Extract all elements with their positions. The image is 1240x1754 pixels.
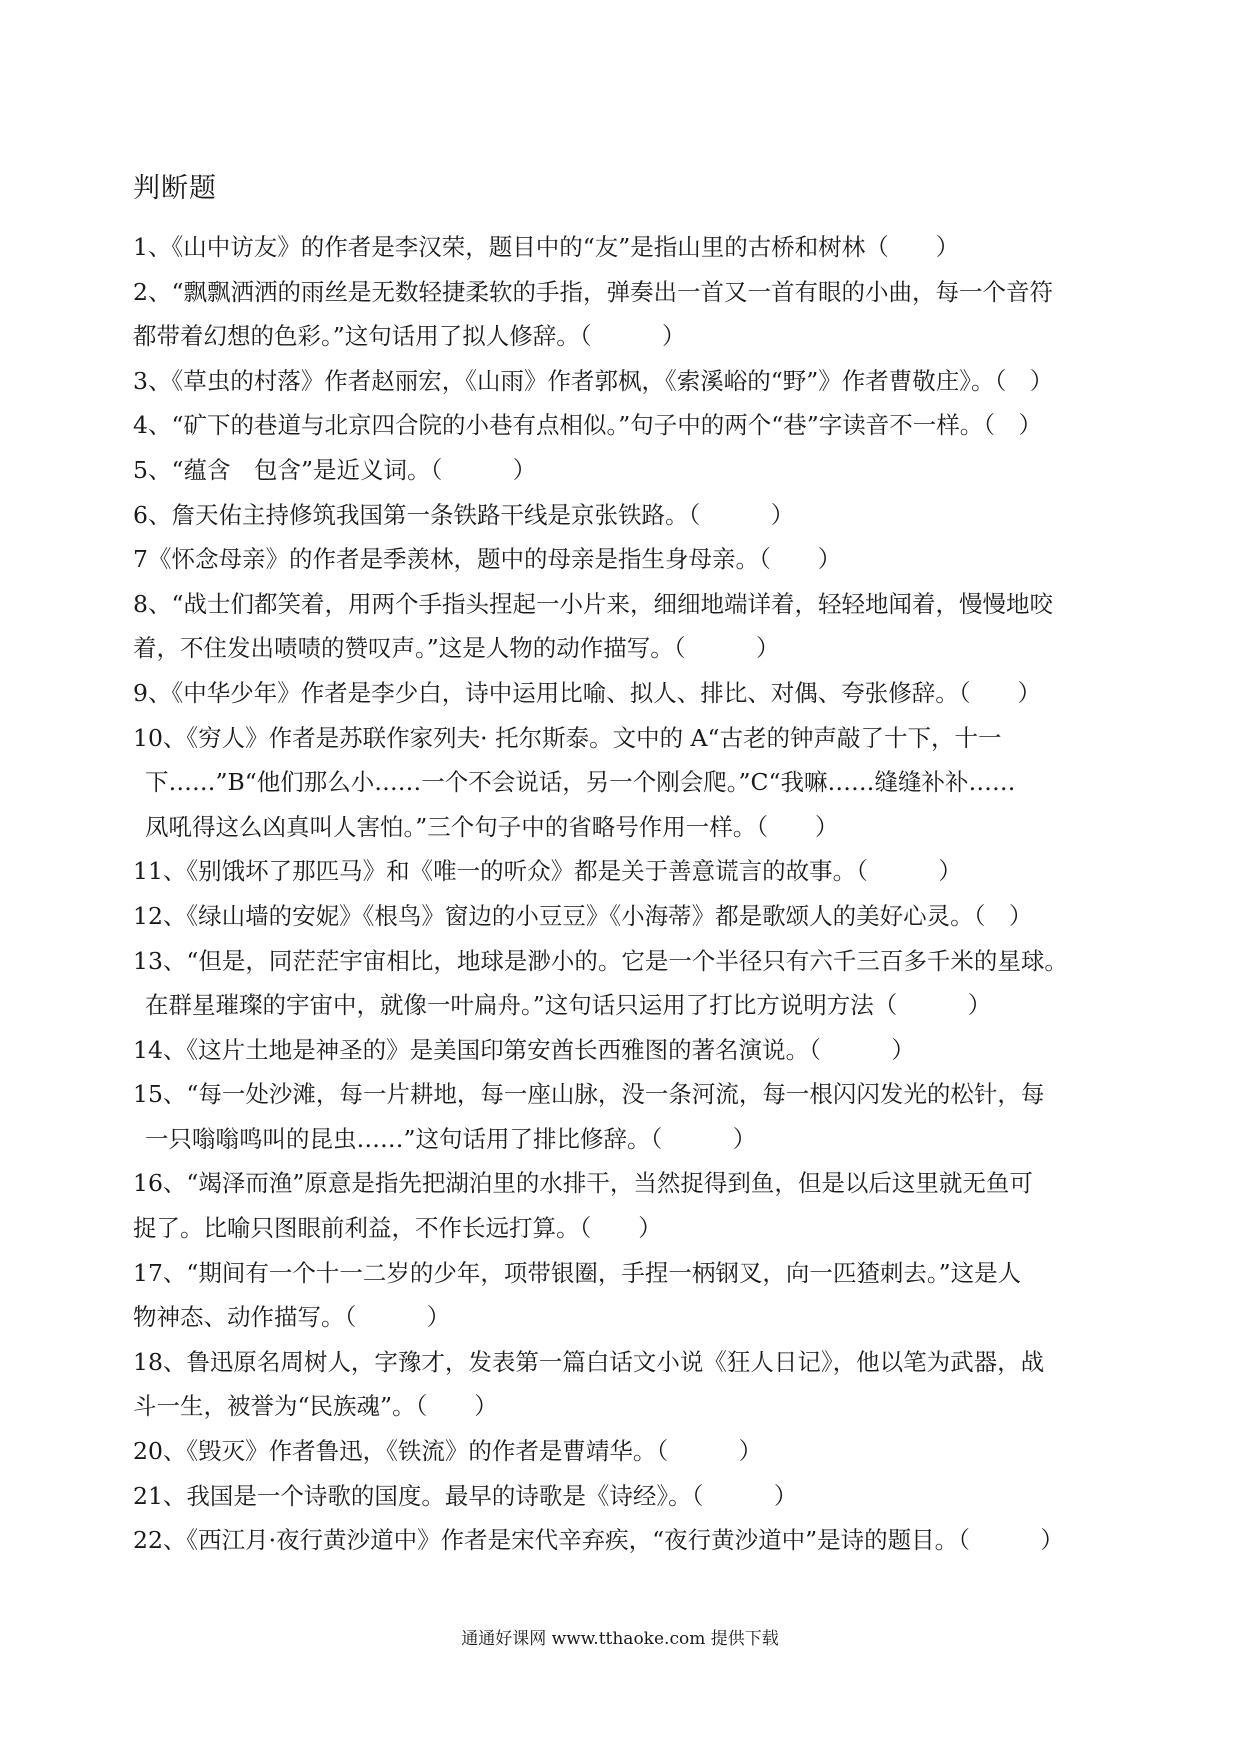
- question-item: [133, 716, 1123, 850]
- question-item: [133, 225, 1123, 270]
- question-text-continuation: 斗一生，被誉为“民族魂”。（ ）: [133, 1392, 498, 1421]
- question-text-continuation: 凤吼得这么凶真叫人害怕。”三个句子中的省略号作用一样。（ ）: [145, 812, 839, 841]
- page-footer: 通通好课网 www.tthaoke.com 提供下载: [461, 1629, 779, 1649]
- question-text: 8、“战士们都笑着，用两个手指头捏起一小片来，细细地端详着，轻轻地闻着，慢慢地咬: [133, 589, 1053, 618]
- question-text: 7《怀念母亲》的作者是季羡林，题中的母亲是指生身母亲。（ ）: [133, 545, 842, 574]
- question-item: [133, 1028, 1123, 1073]
- question-text: 1、《山中访友》的作者是李汉荣，题目中的“友”是指山里的古桥和树林（ ）: [133, 233, 960, 261]
- question-item: [133, 1251, 1123, 1340]
- question-text-continuation: 下……”B“他们那么小……一个不会说话，另一个刚会爬。”C“我嘛……缝缝补补……: [145, 768, 1016, 797]
- question-text: 14、《这片土地是神圣的》是美国印第安酋长西雅图的著名演说。（ ）: [133, 1035, 915, 1064]
- question-text-continuation: 物神态、动作描写。（ ）: [133, 1303, 451, 1332]
- question-text: 2、“飘飘洒洒的雨丝是无数轻捷柔软的手指，弹奏出一首又一首有眼的小曲，每一个音符: [133, 277, 1053, 306]
- question-item: [133, 1474, 1123, 1519]
- question-item: [133, 671, 1123, 716]
- question-text-continuation: 捉了。比喻只图眼前利益，不作长远打算。（ ）: [133, 1214, 662, 1243]
- question-text-continuation: 一只嗡嗡鸣叫的昆虫……”这句话用了排比修辞。（ ）: [145, 1124, 757, 1153]
- question-text: 10、《穷人》作者是苏联作家列夫· 托尔斯泰。文中的 A“古老的钟声敲了十下，十一: [133, 723, 1002, 752]
- question-item: [133, 448, 1123, 493]
- question-text: 20、《毁灭》作者鲁迅，《铁流》的作者是曹靖华。（ ）: [133, 1437, 763, 1466]
- page-title: 判断题: [133, 173, 217, 204]
- question-item: [133, 403, 1123, 448]
- question-text: 21、我国是一个诗歌的国度。最早的诗歌是《诗经》。（ ）: [133, 1481, 798, 1510]
- question-text: 18、鲁迅原名周树人，字豫才，发表第一篇白话文小说《狂人日记》，他以笔为武器，战: [133, 1347, 1045, 1376]
- question-text: 9、《中华少年》作者是李少白，诗中运用比喻、拟人、排比、对偶、夸张修辞。（ ）: [133, 678, 1041, 707]
- question-item: [133, 1340, 1123, 1429]
- question-text: 12、《绿山墙的安妮》《根鸟》窗边的小豆豆》《小海蒂》都是歌颂人的美好心灵。（ ）: [133, 901, 1033, 930]
- question-text-continuation: 都带着幻想的色彩。”这句话用了拟人修辞。（ ）: [133, 322, 686, 351]
- question-text-continuation: 着，不住发出啧啧的赞叹声。”这是人物的动作描写。（ ）: [133, 634, 780, 663]
- question-item: [133, 849, 1123, 894]
- question-text: 17、“期间有一个十一二岁的少年，项带银圈，手捏一柄钢叉，向一匹猹刺去。”这是人: [133, 1258, 1022, 1287]
- question-item: [133, 894, 1123, 939]
- question-item: [133, 359, 1123, 404]
- question-text: 3、《草虫的村落》作者赵丽宏，《山雨》作者郭枫，《索溪峪的“野”》作者曹敬庄》。（ ）: [133, 366, 1054, 395]
- question-item: [133, 939, 1123, 1028]
- question-item: [133, 1072, 1123, 1161]
- question-text: 11、《别饿坏了那匹马》和《唯一的听众》都是关于善意谎言的故事。（ ）: [133, 857, 962, 886]
- question-text: 22、《西江月·夜行黄沙道中》作者是宋代辛弃疾，“夜行黄沙道中”是诗的题目。（ ）: [133, 1526, 1064, 1555]
- question-list: [133, 225, 1123, 1563]
- question-item: [133, 270, 1123, 359]
- question-text-continuation: 在群星璀璨的宇宙中，就像一叶扁舟。”这句话只运用了打比方说明方法（ ）: [145, 991, 992, 1020]
- question-text: 4、“矿下的巷道与北京四合院的小巷有点相似。”句子中的两个“巷”字读音不一样。（ ）: [133, 411, 1043, 440]
- question-item: [133, 1161, 1123, 1250]
- question-item: [133, 537, 1123, 582]
- question-text: 13、“但是，同茫茫宇宙相比，地球是渺小的。它是一个半径只有六千三百多千米的星球。: [133, 946, 1068, 975]
- question-item: [133, 493, 1123, 538]
- question-text: 6、詹天佑主持修筑我国第一条铁路干线是京张铁路。（ ）: [133, 500, 795, 529]
- question-item: [133, 582, 1123, 671]
- question-text: 5、“蕴含 包含”是近义词。（ ）: [133, 455, 537, 484]
- question-text: 16、“竭泽而渔”原意是指先把湖泊里的水排干，当然捉得到鱼，但是以后这里就无鱼可: [133, 1169, 1033, 1198]
- question-item: [133, 1518, 1123, 1563]
- question-item: [133, 1429, 1123, 1474]
- question-text: 15、“每一处沙滩，每一片耕地，每一座山脉，没一条河流，每一根闪闪发光的松针，每: [133, 1080, 1045, 1109]
